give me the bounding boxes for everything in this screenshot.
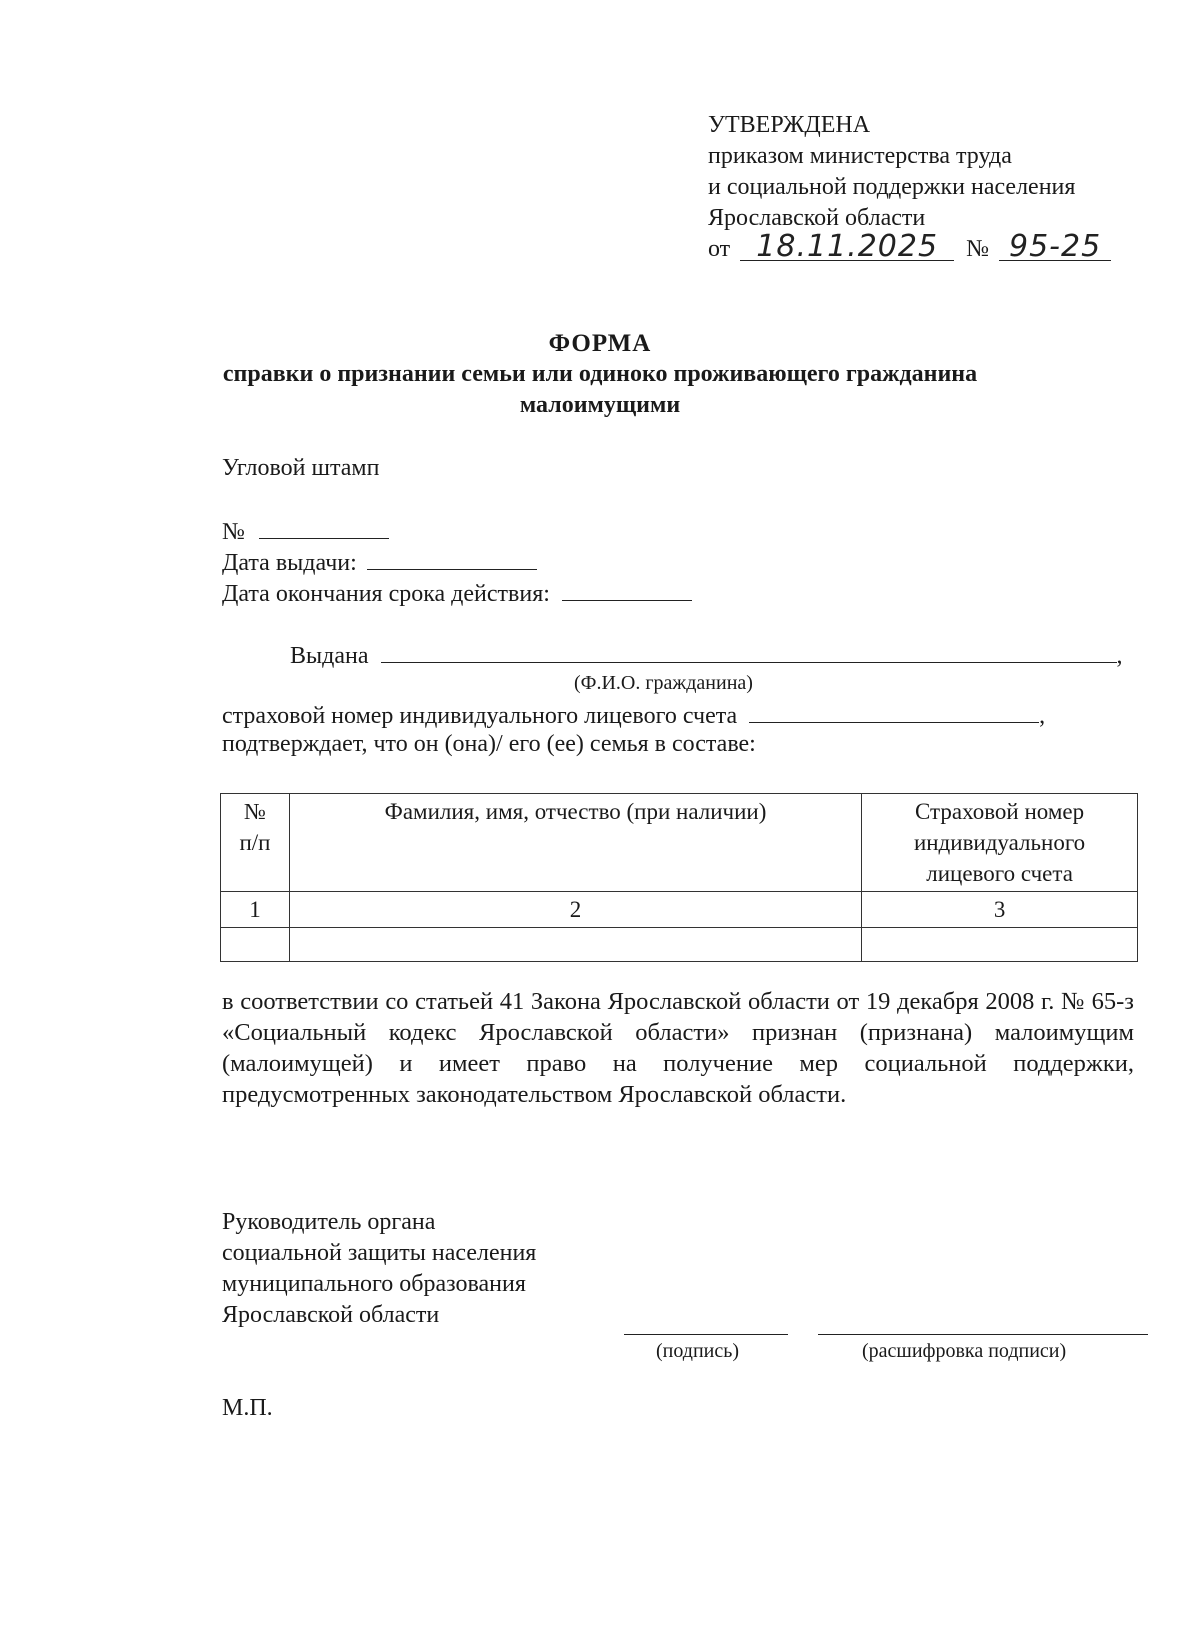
header-full-name: Фамилия, имя, отчество (при наличии) <box>289 794 861 892</box>
approval-date-prefix: от <box>708 236 731 262</box>
approval-heading: УТВЕРЖДЕНА <box>708 112 871 138</box>
legal-basis-paragraph: в соответствии со статьей 41 Закона Ярославской области от 19 декабря 2008 г. № 65-з «Социальный кодекс Ярославской области» признан (признана) малоимущим (малоимущей) и имеет право на получение мер социальной поддержки, предусмотренных законодательством Ярославской области. <box>222 988 1134 1108</box>
expiry-date-field[interactable] <box>562 578 692 601</box>
form-title: ФОРМА <box>548 330 652 357</box>
approval-date-row <box>708 229 1111 265</box>
approval-date-value: 18.11.2025 <box>740 234 954 261</box>
column-number-2: 2 <box>289 892 861 928</box>
issued-to-row <box>290 640 1123 670</box>
citizen-name-hint: (Ф.И.О. гражданина) <box>574 672 753 694</box>
family-confirms-text: подтверждает, что он (она)/ его (ее) семья в составе: <box>222 731 756 757</box>
certificate-number-row <box>222 516 389 546</box>
form-title-block <box>0 328 1200 421</box>
column-number-3: 3 <box>862 892 1138 928</box>
expiry-date-row <box>222 578 692 608</box>
seal-placeholder: М.П. <box>222 1395 273 1421</box>
approval-line-3: Ярославской области <box>708 205 926 231</box>
table-cell-empty[interactable] <box>221 928 290 962</box>
header-snils: Страховой номер индивидуального лицевого счета <box>862 794 1138 892</box>
citizen-name-field[interactable] <box>381 640 1117 663</box>
signatory-line-1: Руководитель органа <box>222 1209 436 1235</box>
form-subtitle-line-2: малоимущими <box>519 392 681 418</box>
certificate-number-label: № <box>222 519 245 545</box>
signature-block <box>222 1207 536 1331</box>
approval-number-value: 95-25 <box>999 234 1111 261</box>
approval-number-prefix: № <box>966 236 990 262</box>
snils-comma: , <box>1039 703 1046 729</box>
certificate-number-field[interactable] <box>259 516 389 539</box>
issued-to-comma: , <box>1116 643 1123 669</box>
issue-date-field[interactable] <box>367 547 537 570</box>
snils-label: страховой номер индивидуального лицевого счета <box>222 703 738 729</box>
header-number: № п/п <box>221 794 290 892</box>
form-subtitle-line-1: справки о признании семьи или одиноко проживающего гражданина <box>222 361 978 387</box>
table-row <box>221 928 1138 962</box>
table-cell-empty[interactable] <box>862 928 1138 962</box>
family-members-table <box>220 793 1138 962</box>
approval-block <box>708 110 1111 265</box>
expiry-date-label: Дата окончания срока действия: <box>222 581 550 607</box>
issued-to-label: Выдана <box>290 643 369 669</box>
table-header-row <box>221 794 1138 892</box>
snils-field[interactable] <box>749 700 1039 723</box>
issue-date-label: Дата выдачи: <box>222 550 357 576</box>
signatory-line-4: Ярославской области <box>222 1302 440 1328</box>
issue-date-row <box>222 547 537 577</box>
snils-row <box>222 700 1045 730</box>
corner-stamp-label: Угловой штамп <box>222 455 380 481</box>
signature-decode-field[interactable] <box>818 1334 1148 1335</box>
signatory-line-3: муниципального образования <box>222 1271 526 1297</box>
column-number-1: 1 <box>221 892 290 928</box>
approval-line-1: приказом министерства труда <box>708 143 1012 169</box>
signature-hint: (подпись) <box>656 1340 740 1362</box>
signature-decode-hint: (расшифровка подписи) <box>862 1340 1067 1362</box>
table-cell-empty[interactable] <box>289 928 861 962</box>
approval-line-2: и социальной поддержки населения <box>708 174 1076 200</box>
column-number-row <box>221 892 1138 928</box>
signature-field[interactable] <box>624 1334 788 1335</box>
signatory-line-2: социальной защиты населения <box>222 1240 537 1266</box>
